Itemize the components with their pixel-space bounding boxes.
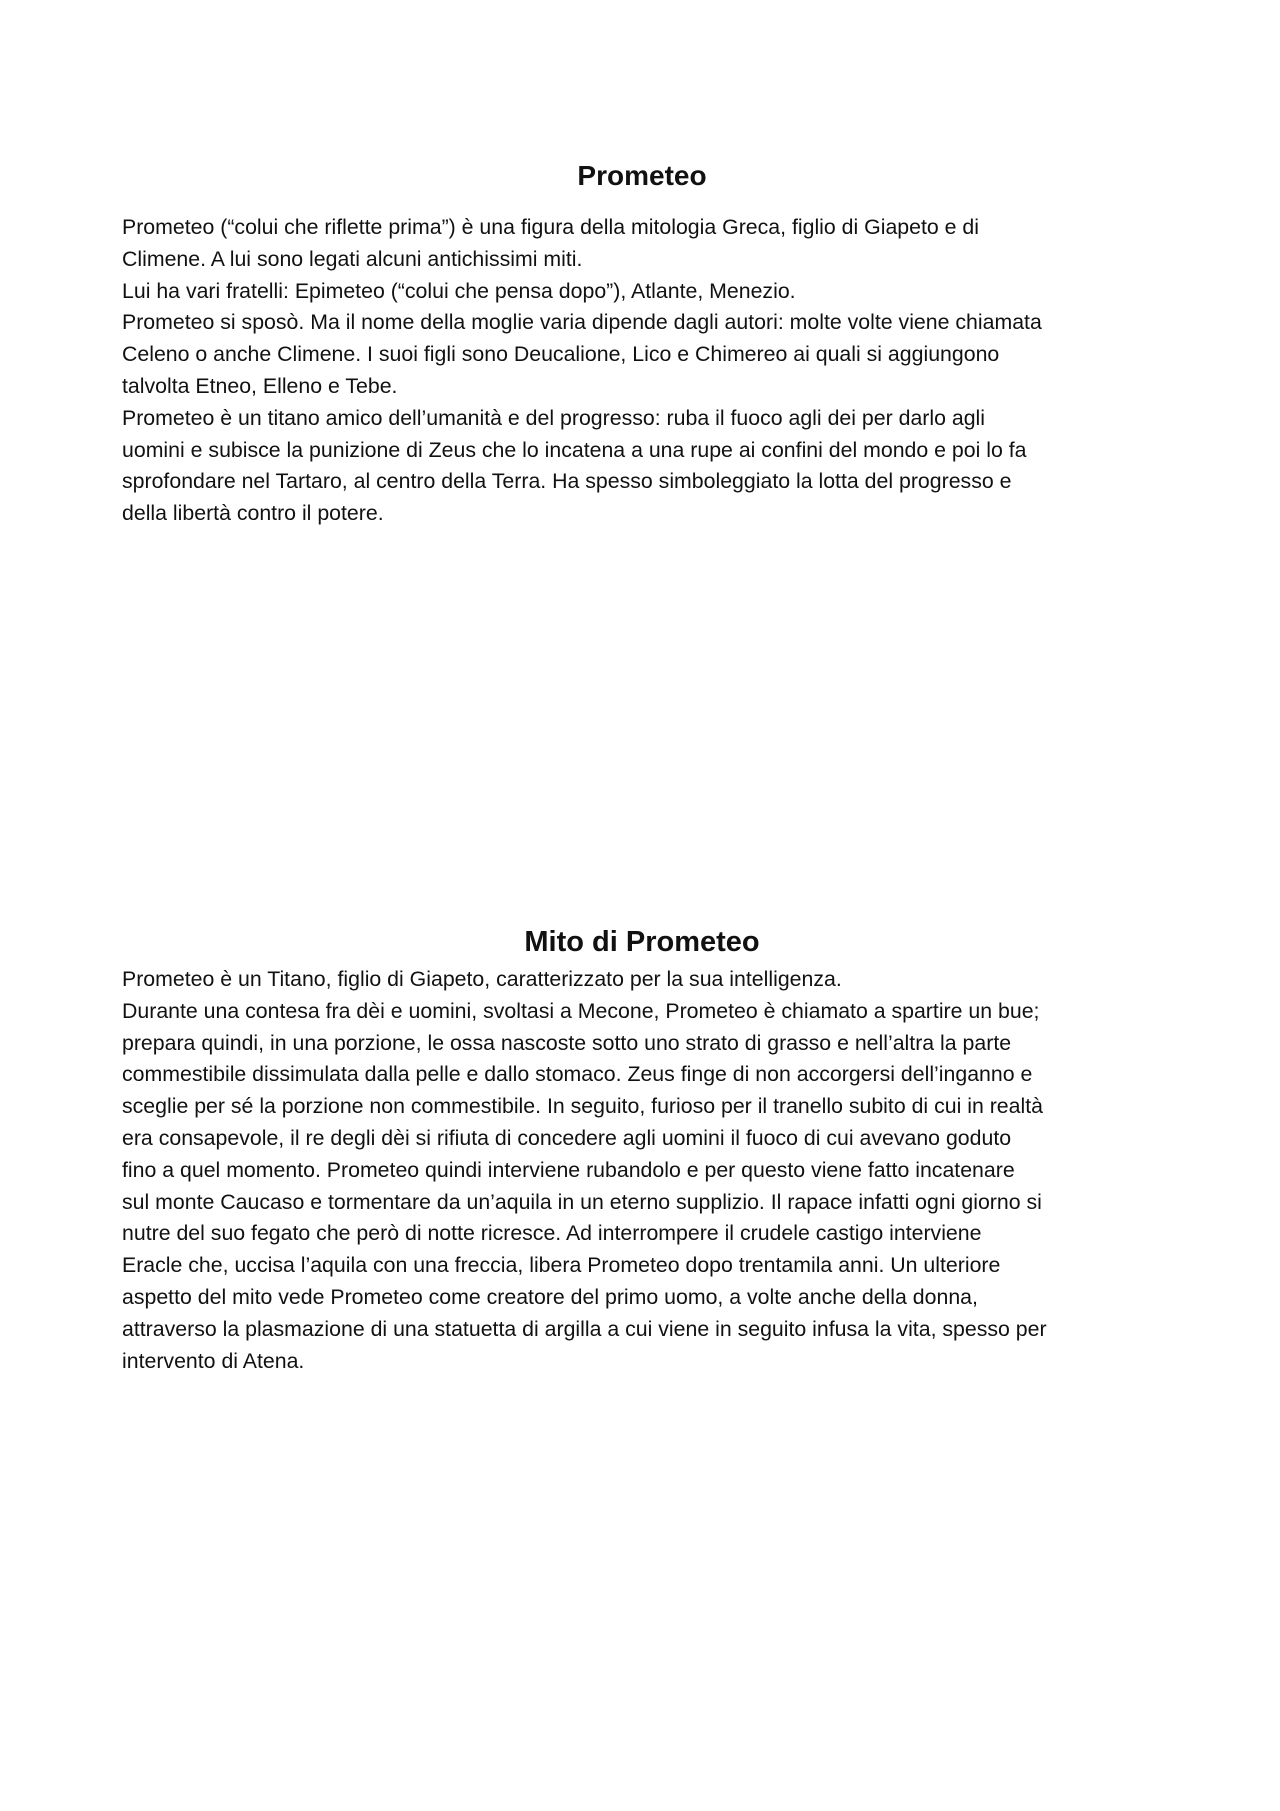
text-line: talvolta Etneo, Elleno e Tebe.	[122, 373, 398, 398]
text-line: Celeno o anche Climene. I suoi figli sono Deucalione, Lico e Chimereo ai quali si aggiungono	[122, 342, 1000, 367]
text-line: sprofondare nel Tartaro, al centro della Terra. Ha spesso simboleggiato la lotta del progresso e	[122, 469, 1012, 494]
text-line: Prometeo è un titano amico dell’umanità e del progresso: ruba il fuoco agli dei per darlo agli	[122, 405, 986, 430]
text-line: uomini e subisce la punizione di Zeus che lo incatena a una rupe ai confini del mondo e poi lo fa	[122, 437, 1027, 462]
text-line: attraverso la plasmazione di una statuetta di argilla a cui viene in seguito infusa la vita, spesso per	[122, 1316, 1047, 1341]
section-body	[122, 964, 1162, 1377]
text-line: aspetto del mito vede Prometeo come creatore del primo uomo, a volte anche della donna,	[122, 1284, 978, 1309]
text-line: fino a quel momento. Prometeo quindi interviene rubandolo e per questo viene fatto incatenare	[122, 1157, 1015, 1182]
section-title: Prometeo	[577, 160, 707, 191]
section-mito-di-prometeo	[122, 922, 1162, 1377]
text-line: Prometeo è un Titano, figlio di Giapeto, caratterizzato per la sua intelligenza.	[122, 967, 842, 991]
text-line: Eracle che, uccisa l’aquila con una freccia, libera Prometeo dopo trentamila anni. Un ulteriore	[122, 1253, 1001, 1278]
text-line: Lui ha vari fratelli: Epimeteo (“colui che pensa dopo”), Atlante, Menezio.	[122, 278, 796, 303]
text-line: commestibile dissimulata dalla pelle e dallo stomaco. Zeus finge di non accorgersi dell’inganno e	[122, 1062, 1033, 1087]
text-line: Prometeo si sposò. Ma il nome della moglie varia dipende dagli autori: molte volte viene chiamata	[122, 310, 1042, 335]
text-line: era consapevole, il re degli dèi si rifiuta di concedere agli uomini il fuoco di cui avevano goduto	[122, 1125, 1012, 1150]
text-line: Climene. A lui sono legati alcuni antichissimi miti.	[122, 246, 583, 271]
text-line: della libertà contro il potere.	[122, 501, 384, 526]
text-line: nutre del suo fegato che però di notte ricresce. Ad interrompere il crudele castigo interviene	[122, 1221, 982, 1246]
section-prometeo	[122, 156, 1162, 530]
text-line: Prometeo (“colui che riflette prima”) è una figura della mitologia Greca, figlio di Giapeto e di	[122, 215, 980, 239]
text-line: Durante una contesa fra dèi e uomini, svoltasi a Mecone, Prometeo è chiamato a spartire un bue;	[122, 998, 1040, 1023]
section-body	[122, 212, 1162, 530]
text-line: sceglie per sé la porzione non commestibile. In seguito, furioso per il tranello subito di cui in realtà	[122, 1094, 1043, 1119]
section-title: Mito di Prometeo	[524, 926, 760, 958]
text-line: prepara quindi, in una porzione, le ossa nascoste sotto uno strato di grasso e nell’altra la parte	[122, 1030, 1012, 1055]
text-line: intervento di Atena.	[122, 1348, 305, 1373]
text-line: sul monte Caucaso e tormentare da un’aquila in un eterno supplizio. Il rapace infatti ogni giorno si	[122, 1189, 1042, 1214]
